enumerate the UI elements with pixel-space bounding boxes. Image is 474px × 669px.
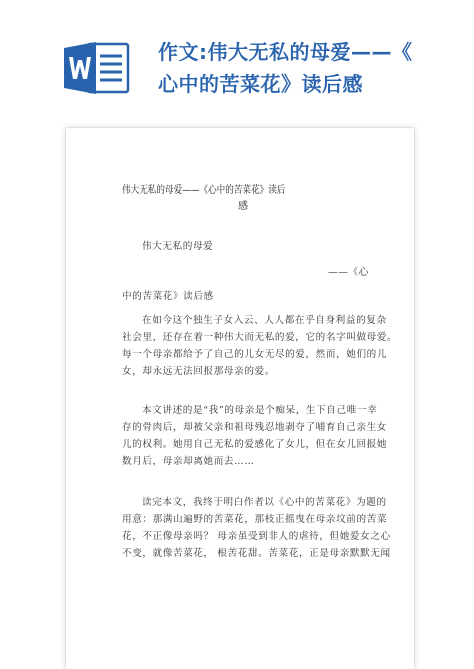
para3-line-1: 读完本文，我终于明白作者以《心中的苦菜花》为题的	[142, 497, 387, 508]
title-line-1: 作文:伟大无私的母爱——《	[158, 40, 413, 64]
doc-subtitle: 伟大无私的母爱	[142, 241, 214, 252]
para3-line-2: 用意：那满山遍野的苦菜花，那枝正摇曳在母亲坟前的苦菜	[122, 514, 388, 525]
title-line-2: 心中的苦菜花》读后感	[158, 72, 363, 96]
doc-dash-line: ——《心	[328, 267, 369, 278]
para2-line-1: 本文讲述的是“我”的母亲是个痴呆，生下自己唯一幸	[142, 405, 378, 416]
para2-line-2: 存的骨肉后，却被父亲和祖母残忍地剥夺了哺育自己亲生女	[122, 422, 388, 433]
doc-heading-cont: 感	[238, 201, 248, 212]
para2-line-4: 数月后，母亲却离她而去……	[122, 456, 255, 467]
word-doc-icon	[62, 40, 134, 96]
para2-line-3: 儿的权利。她用自己无私的爱感化了女儿，但在女儿回报她	[122, 439, 388, 450]
page-title	[158, 36, 458, 100]
para1-line-4: 女，却永远无法回报那母亲的爱。	[122, 366, 275, 377]
para3-line-3: 花，不正像母亲吗？ 母亲虽受到非人的虐待，但她爱女之心	[122, 531, 391, 542]
doc-subtitle-cont: 中的苦菜花》读后感	[122, 291, 214, 302]
para3-line-4: 不变，就像苦菜花， 根苦花甜。苦菜花，正是母亲默默无闻	[122, 548, 391, 559]
para1-line-1: 在如今这个独生子女入云、人人都在乎自身利益的复杂	[142, 315, 387, 326]
document-page[interactable]	[66, 128, 414, 669]
para1-line-2: 社会里，还存在着一种伟大而无私的爱，它的名字叫做母爱。	[122, 332, 398, 343]
header-banner	[0, 0, 474, 125]
doc-heading: 伟大无私的母爱——《心中的苦菜花》读后	[122, 185, 286, 196]
para1-line-3: 每一个母亲都给予了自己的儿女无尽的爱，然而，她们的儿	[122, 349, 388, 360]
